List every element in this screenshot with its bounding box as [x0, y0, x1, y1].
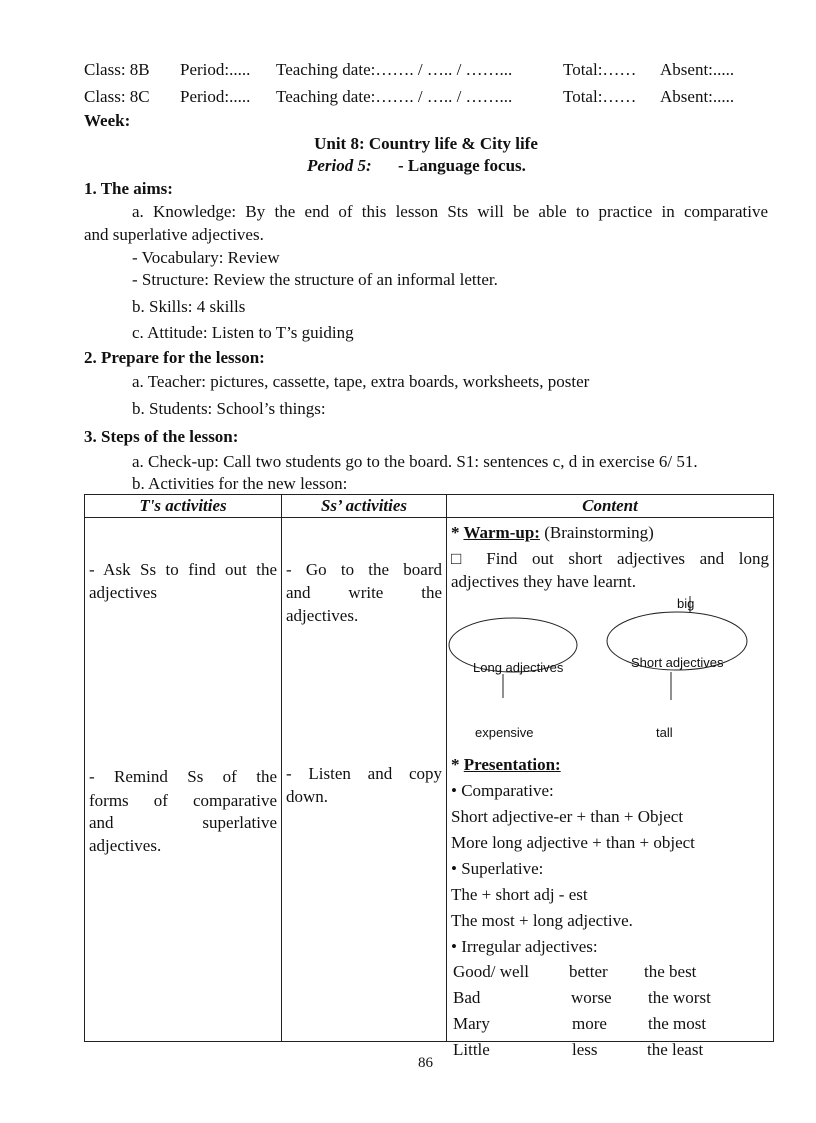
page-number: 86: [418, 1055, 433, 1071]
teacher-activities-cell: [85, 518, 282, 1042]
irregular-superlative: the least: [647, 1040, 704, 1059]
diagram-word-expensive: expensive: [475, 725, 534, 740]
aims-knowledge-line1: a. Knowledge: By the end of this lesson Sts will be able to practice in comparative: [132, 202, 768, 221]
irregular-bullet: • Irregular adjectives:: [451, 937, 598, 956]
student-presentation-line: down.: [286, 787, 329, 806]
irregular-base: Good/ well: [453, 962, 530, 981]
short-adjectives-label: Short adjectives: [631, 655, 724, 670]
table-header-row: [85, 495, 774, 518]
steps-checkup: a. Check-up: Call two students go to the board. S1: sentences c, d in exercise 6/ 51.: [132, 452, 698, 471]
student-warmup-line: adjectives.: [286, 606, 359, 625]
comparative-rule: More long adjective + than + object: [451, 833, 695, 852]
aims-structure: - Structure: Review the structure of an informal letter.: [132, 270, 498, 289]
col-header-students: Ss’ activities: [282, 495, 447, 518]
teacher-presentation-line: - Remind Ss of the: [89, 767, 277, 786]
aims-heading: 1. The aims:: [84, 179, 173, 198]
warmup-label: Warm-up:: [463, 523, 540, 542]
student-presentation-line: - Listen and copy: [286, 764, 442, 783]
period-topic: - Language focus.: [397, 156, 526, 175]
prepare-teacher: a. Teacher: pictures, cassette, tape, extra boards, worksheets, poster: [132, 372, 590, 391]
superlative-rule: The most + long adjective.: [451, 911, 633, 930]
absent-field: Absent:.....: [660, 87, 735, 106]
teaching-date-field: Teaching date:……. / ….. / ……...: [276, 60, 513, 79]
teacher-presentation-line: and superlative: [89, 813, 277, 832]
irregular-comparative: less: [572, 1040, 598, 1059]
table-row: [85, 518, 774, 1042]
col-header-content: Content: [447, 495, 774, 518]
absent-field: Absent:.....: [660, 60, 735, 79]
total-field: Total:……: [563, 87, 637, 106]
steps-activities: b. Activities for the new lesson:: [132, 474, 348, 493]
steps-heading: 3. Steps of the lesson:: [84, 427, 239, 446]
warmup-heading: [451, 521, 769, 544]
aims-knowledge-line2: and superlative adjectives.: [84, 225, 264, 244]
irregular-base: Bad: [453, 988, 481, 1007]
warmup-instruction-line: □ Find out short adjectives and long: [451, 549, 769, 568]
irregular-superlative: the worst: [648, 988, 711, 1007]
irregular-base: Little: [453, 1040, 490, 1059]
period-label: Period 5:: [307, 156, 372, 175]
warmup-star: *: [451, 523, 464, 542]
aims-vocabulary: - Vocabulary: Review: [132, 248, 280, 267]
period-field: Period:.....: [180, 87, 251, 106]
presentation-heading: [451, 753, 769, 776]
presentation-star: *: [451, 755, 464, 774]
irregular-comparative: worse: [571, 988, 612, 1007]
student-activities-cell: [282, 518, 447, 1042]
prepare-students: b. Students: School’s things:: [132, 399, 326, 418]
superlative-bullet: • Superlative:: [451, 859, 544, 878]
warmup-instruction-line: adjectives they have learnt.: [451, 572, 637, 591]
teaching-date-field: Teaching date:……. / ….. / ……...: [276, 87, 513, 106]
teacher-warmup-line: - Ask Ss to find out the: [89, 560, 277, 579]
irregular-comparative: more: [572, 1014, 607, 1033]
long-adjectives-label: Long adjectives: [473, 660, 564, 675]
diagram-word-big: big: [677, 596, 695, 611]
class-label: Class: 8B: [84, 60, 150, 79]
content-cell: [447, 518, 774, 1059]
irregular-superlative: the best: [644, 962, 697, 981]
comparative-rule: Short adjective-er + than + Object: [451, 807, 684, 826]
irregular-superlative: the most: [648, 1014, 707, 1033]
period-title: [307, 156, 526, 176]
period-field: Period:.....: [180, 60, 251, 79]
aims-attitude: c. Attitude: Listen to T’s guiding: [132, 323, 354, 342]
comparative-bullet: • Comparative:: [451, 781, 554, 800]
irregular-base: Mary: [453, 1014, 490, 1033]
activities-table: [84, 494, 774, 1059]
diagram-word-tall: tall: [656, 725, 673, 740]
aims-skills: b. Skills: 4 skills: [132, 297, 246, 316]
unit-title: Unit 8: Country life & City life: [314, 134, 538, 153]
teacher-presentation-line: adjectives.: [89, 836, 162, 855]
class-label: Class: 8C: [84, 87, 150, 106]
prepare-heading: 2. Prepare for the lesson:: [84, 348, 265, 367]
teacher-presentation-line: forms of comparative: [89, 791, 277, 810]
student-warmup-line: and write the: [286, 583, 442, 602]
week-label: Week:: [84, 111, 131, 130]
teacher-warmup-line: adjectives: [89, 583, 157, 602]
presentation-label: Presentation:: [463, 755, 561, 774]
total-field: Total:……: [563, 60, 637, 79]
student-warmup-line: - Go to the board: [286, 560, 442, 579]
irregular-comparative: better: [569, 962, 608, 981]
col-header-teacher: T's activities: [85, 495, 282, 518]
warmup-note: (Brainstorming): [539, 523, 654, 542]
superlative-rule: The + short adj - est: [451, 885, 588, 904]
